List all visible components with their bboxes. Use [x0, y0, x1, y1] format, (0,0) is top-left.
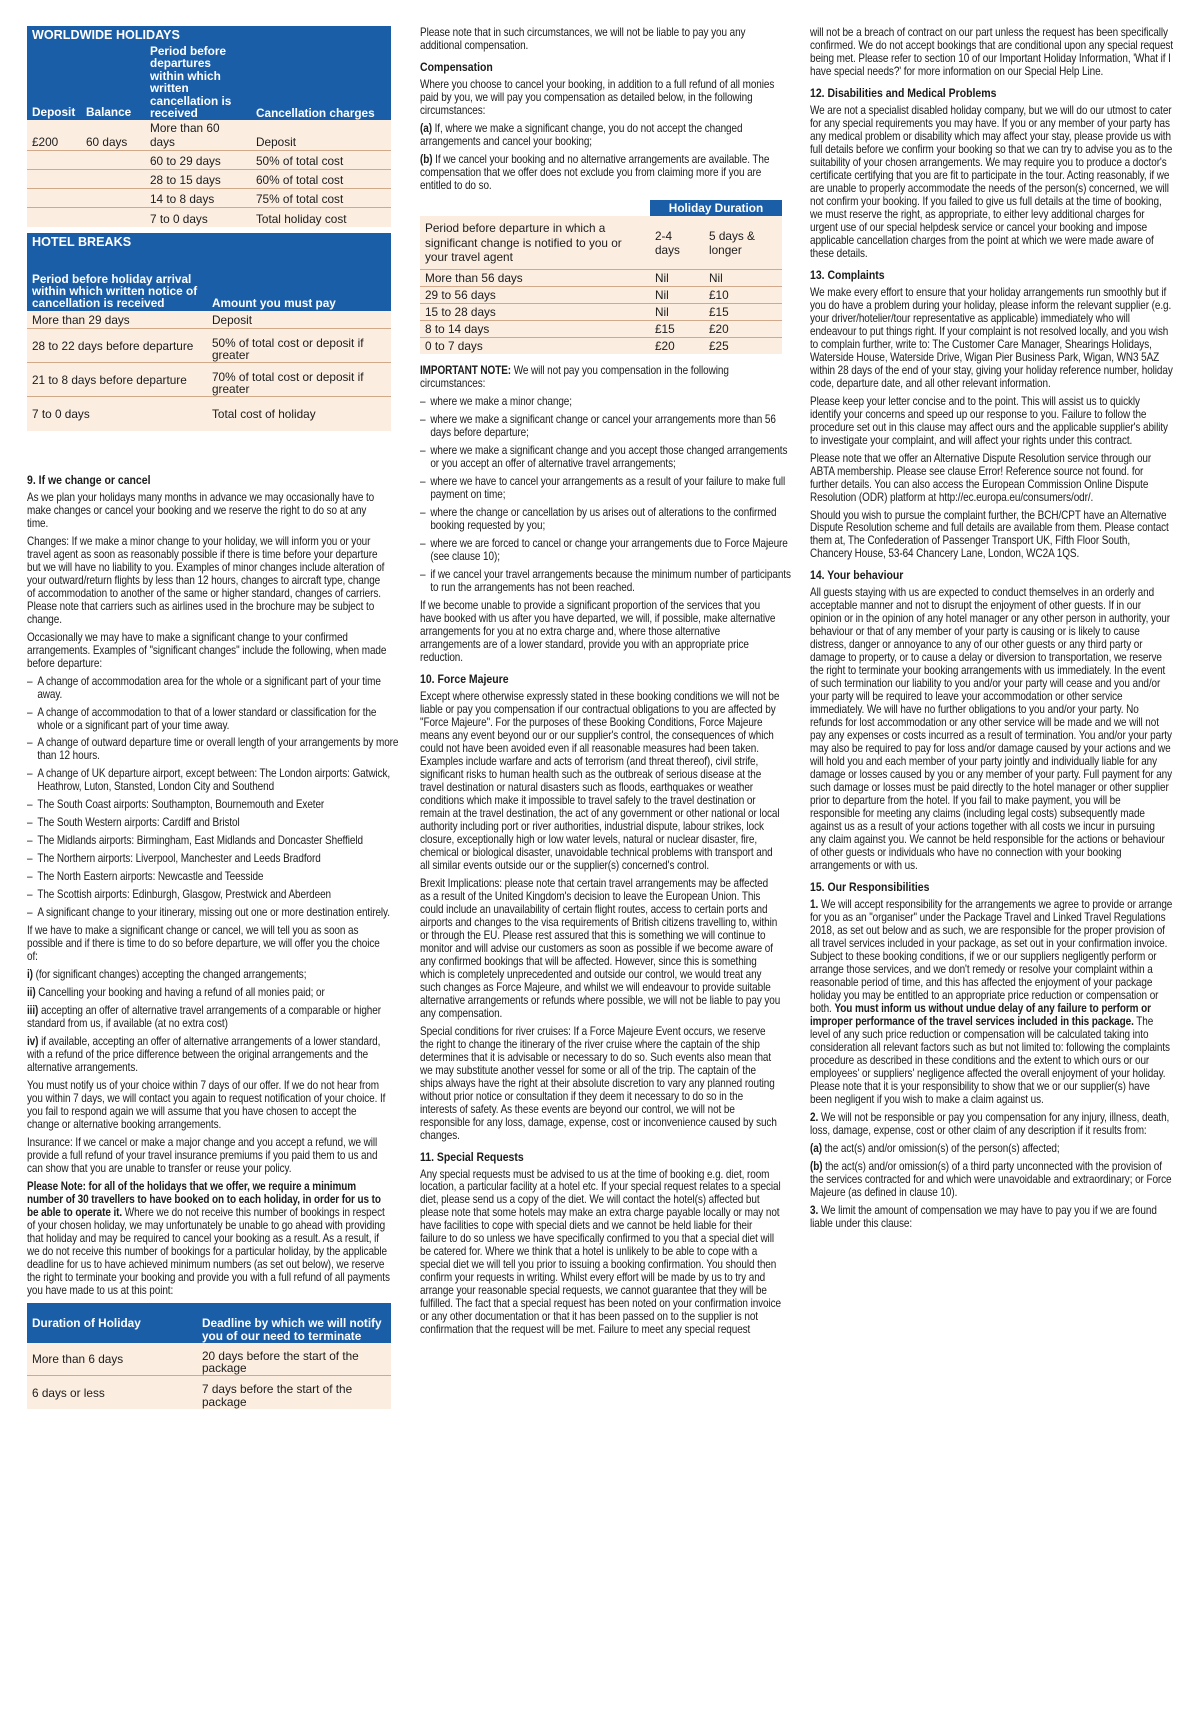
comp-cell: Nil — [704, 270, 782, 287]
choice-item: iv) if available, accepting an offer of alternative arrangements of a lower standard, with a refund of the price difference between the original arrangements and the alternative arrangements. — [27, 1035, 381, 1075]
paragraph: (b) If we cancel your booking and no alternative arrangements are available. The compensation that we offer does not exclude you from claiming more if you are entitled to do so. — [420, 152, 770, 192]
dash-item: – The South Coast airports: Southampton, Bournemouth and Exeter — [27, 798, 400, 811]
ww-header-period: Period before departures within which written cancellation is received — [150, 44, 232, 120]
dash-item: – where we make a minor change; — [420, 395, 791, 408]
paragraph: 1. We will accept responsibility for the arrangements we agree to provide or arrange for you as an "organiser" under the Package Travel and Linked Travel Regulations 2018, as set out below and as such, we are responsible for the proper provision of all travel services included in your package, as set out in your confirmation invoice. Subject to these booking conditions, if we or our suppliers negligently perform or arrange those services, and we don't remedy or resolve your complaint within a reasonable period of time, and this has affected the enjoyment of your package holiday you may be entitled to an appropriate price reduction or compensation or both. You must inform us without undue delay of any failure to perform or improper performance of the travel services included in this package. The level of any such price reduction or compensation will be calculated taking into consideration all relevant factors such as but not limited to: following the complaints procedure as described in these conditions and the extent to which ours or our employees' or suppliers' negligence affected the overall enjoyment of your holiday. Please note that it is your responsibility to show that we or our supplier(s) have been negligent if you wish to make a claim against us. — [810, 898, 1173, 1106]
duration-header: Duration of Holiday — [32, 1315, 141, 1330]
dash-item: – The Northern airports: Liverpool, Manchester and Leeds Bradford — [27, 852, 400, 865]
comp-cell: £10 — [704, 287, 782, 304]
ww-cell: 60 days — [81, 120, 145, 151]
ww-cell: Deposit — [251, 120, 391, 151]
choice-item: iii) accepting an offer of alternative travel arrangements of a comparable or higher standard from us, if available (at no extra cost) — [27, 1004, 381, 1031]
dash-item: – The South Western airports: Cardiff and Bristol — [27, 816, 400, 829]
paragraph: Should you wish to pursue the complaint further, the BCH/CPT have an Alternative Dispute Resolution scheme and full details are available from them. Please contact them at, The Confederation of Passenger Transport UK, Fifth Floor South, Chancery House, 53-64 Chancery Lane, London, WC2A 1QS. — [810, 508, 1169, 561]
deadline-header: Deadline by which we will notify you of our need to terminate — [202, 1316, 382, 1343]
duration-cell: 20 days before the start of the package — [197, 1343, 391, 1376]
ww-cell: More than 60 days — [145, 120, 251, 151]
paragraph: Changes: If we make a minor change to your holiday, we will inform you or your travel agent as soon as reasonably possible if there is time before your departure but we will have no liability to you. Examples of minor changes include alteration of your outward/return flights by less than 12 hours, changes to aircraft type, change of accommodation to another of the same or higher standard, changes of carriers. Please note that carriers such as airlines used in the brochure may be subject to change. — [27, 534, 385, 626]
compensation-table — [420, 200, 782, 355]
paragraph: (b) the act(s) and/or omission(s) of a third party unconnected with the provision of the services contracted for and which were unavoidable and extraordinary; or Force Majeure (as defined in clause 10). — [810, 1159, 1172, 1199]
comp-cell: £15 — [650, 321, 704, 338]
paragraph: Except where otherwise expressly stated in these booking conditions we will not be liable or pay you compensation if our contractual obligations to you are affected by "Force Majeure". For the purposes of these Booking Conditions, Force Majeure means any event beyond our or our supplier's control, the consequences of which could not have been avoided even if all reasonable measures had been taken. Examples include warfare and acts of terrorism (and threat thereof), civil strife, significant risks to human health such as the outbreak of serious disease at the travel destination or natural disasters such as floods, earthquakes or weather conditions which make it impossible to travel safely to the travel destination or remain at the travel destination, the act of any government or other national or local authority including port or river authorities, industrial dispute, labour strikes, lock closure, exceptionally high or low water levels, natural or nuclear disaster, fire, chemical or biological disaster, unavoidable technical problems with transport and all similar events outside our or the supplier(s) concerned's control. — [420, 690, 780, 872]
hotel-breaks-table — [27, 233, 391, 431]
ww-cell: 28 to 15 days — [145, 170, 251, 189]
ww-cell: 60 to 29 days — [145, 151, 251, 170]
section-10-heading: 10. Force Majeure — [420, 672, 509, 687]
ww-cell: 14 to 8 days — [145, 189, 251, 208]
comp-cell: Nil — [650, 270, 704, 287]
hotel-cell: 28 to 22 days before departure — [27, 329, 207, 363]
hotel-cell: More than 29 days — [27, 311, 207, 329]
comp-cell: 15 to 28 days — [420, 304, 650, 321]
comp-cell: £20 — [650, 338, 704, 355]
paragraph: IMPORTANT NOTE: We will not pay you compensation in the following circumstances: — [420, 364, 729, 391]
comp-cell: £15 — [704, 304, 782, 321]
paragraph: will not be a breach of contract on our part unless the request has been specifically confirmed. We do not accept bookings that are conditional upon any special request being met. Please refer to section 10 of our Important Holiday Information, 'What if I have special needs?' for more information on our Special Help Line. — [810, 26, 1174, 78]
dash-item: – where the change or cancellation by us arises out of alterations to the confirmed booking requested by you; — [420, 506, 791, 532]
section-13-heading: 13. Complaints — [810, 267, 885, 282]
column-right — [810, 26, 1174, 1235]
section-15-heading: 15. Our Responsibilities — [810, 880, 930, 895]
period-header: Period before departure in which a significant change is notified to you or your travel agent — [420, 216, 650, 270]
hotel-header-period: Period before holiday arrival within which written notice of cancellation is received — [32, 271, 198, 311]
worldwide-holidays-table — [27, 26, 391, 227]
paragraph: As we plan your holidays many months in advance we may occasionally have to make changes or cancel your booking and we reserve the right to do so at any time. — [27, 490, 375, 530]
choice-item: ii) Cancelling your booking and having a refund of all monies paid; or — [27, 986, 325, 1000]
dash-item: – where we make a significant change and you accept those changed arrangements or you accept an offer of alternative travel arrangements; — [420, 444, 791, 470]
paragraph: If we have to make a significant change or cancel, we will tell you as soon as possible and if there is time to do so before departure, we will offer you the choice of: — [27, 924, 380, 964]
duration-cell: More than 6 days — [27, 1343, 197, 1376]
hotel-title: HOTEL BREAKS — [27, 233, 391, 251]
dash-item: – if we cancel your travel arrangements because the minimum number of participants to run the arrangements has not been reached. — [420, 568, 791, 594]
dash-item: – A change of accommodation area for the whole or a significant part of your time away. — [27, 675, 400, 701]
comp-cell: More than 56 days — [420, 270, 650, 287]
ww-cell: £200 — [27, 120, 81, 151]
comp-cell: 0 to 7 days — [420, 338, 650, 355]
paragraph: (a) the act(s) and/or omission(s) of the person(s) affected; — [810, 1141, 1060, 1155]
ww-header-charges: Cancellation charges — [256, 105, 375, 120]
hotel-cell: 21 to 8 days before departure — [27, 363, 207, 397]
dash-item: – A change of outward departure time or overall length of your arrangements by more than 12 hours. — [27, 736, 400, 762]
paragraph: Please note that in such circumstances, we will not be liable to pay you any additional compensation. — [420, 26, 746, 52]
hotel-cell: 50% of total cost or deposit if greater — [207, 329, 391, 363]
comp-cell: £25 — [704, 338, 782, 355]
dash-item: – where we make a significant change or cancel your arrangements more than 56 days before departure; — [420, 413, 791, 439]
duration-table — [27, 1303, 391, 1409]
paragraph: Please note that we offer an Alternative Dispute Resolution service through our ABTA membership. Please see clause Error! Reference source not found. for further details. You can also access the European Commission Online Dispute Resolution (ODR) platform at http://ec.europa.eu/consumers/odr/. — [810, 451, 1152, 504]
comp-cell: £20 — [704, 321, 782, 338]
paragraph: Please Note: for all of the holidays that we offer, we require a minimum number of 30 travellers to have booked on to each holiday, in order for us to be able to operate it. Where we do not receive this number of bookings in respect of your chosen holiday, we may unfortunately be unable to go ahead with providing that holiday and may be required to cancel your booking as a result. As a result, if we do not receive this number of bookings for a particular holiday, by the applicable deadline for us to have achieved minimum numbers (as set out below), we reserve the right to terminate your booking and provide you with a full refund of all payments you have made to us at this point: — [27, 1180, 390, 1297]
paragraph: 2. We will not be responsible or pay you compensation for any injury, illness, death, loss, damage, expense, cost or other claim of any description if it results from: — [810, 1110, 1170, 1137]
ww-cell: Total holiday cost — [251, 208, 391, 227]
short-duration-header: 2-4 days — [650, 216, 704, 270]
duration-cell: 6 days or less — [27, 1376, 197, 1409]
column-middle — [420, 26, 791, 1341]
worldwide-title: WORLDWIDE HOLIDAYS — [27, 26, 391, 44]
dash-item: – The Scottish airports: Edinburgh, Glasgow, Prestwick and Aberdeen — [27, 888, 400, 901]
paragraph: You must notify us of your choice within 7 days of our offer. If we do not hear from you within 7 days, we will contact you again to request notification of your choice. If you fail to respond again we will assume that you have chosen to accept the change or alternative booking arrangements. — [27, 1079, 386, 1132]
ww-header-deposit: Deposit — [32, 105, 76, 120]
hotel-header-amount: Amount you must pay — [212, 295, 336, 310]
comp-cell: 8 to 14 days — [420, 321, 650, 338]
comp-cell: 29 to 56 days — [420, 287, 650, 304]
dash-item: – A change of UK departure airport, except between: The London airports: Gatwick, Heathrow, Luton, Stansted, London City and Southend — [27, 767, 400, 793]
paragraph: Insurance: If we cancel or make a major change and you accept a refund, we will provide a full refund of your travel insurance premiums if you paid them to us and can show that you are unable to transfer or reuse your policy. — [27, 1136, 378, 1176]
holiday-duration-header: Holiday Duration — [650, 200, 782, 216]
comp-cell: Nil — [650, 304, 704, 321]
dash-item: – A significant change to your itinerary, missing out one or more destination entirely. — [27, 906, 400, 919]
paragraph: Special conditions for river cruises: If a Force Majeure Event occurs, we reserve the right to change the itinerary of the river cruise where the captain of the ship determines that it is advisable or necessary to do so. Such events also mean that we may substitute another vessel for some or all of the trip. The captain of the ships always have the right at their absolute discretion to vary any planned routing without prior notice or consultation if they deem it necessary to do so in the interests of safety. As these events are beyond our control, we will not be responsible for any loss, damage, expense, cost or inconvenience caused by such changes. — [420, 1024, 777, 1142]
hotel-cell: Deposit — [207, 311, 391, 329]
paragraph: Any special requests must be advised to us at the time of booking e.g. diet, room location, a particular facility at a hotel etc. If your special request relates to a special diet, please send us a copy of the diet. We will contact the hotel(s) affected but please note that some hotels may make an extra charge payable locally or may not have facilities to cope with special diets and we cannot be held liable for their failure to do so unless we have specifically confirmed to you that a special diet will be catered for. Where we think that a hotel is unlikely to be able to cope with a special diet we will tell you prior to issuing a booking confirmation. You should then confirm your requests in writing. Whilst every effort will be made by us to try and arrange your reasonable special requests, we cannot guarantee that they will be fulfilled. The fact that a special request has been noted on your confirmation invoice or any other documentation or that it has been passed on to the supplier is not confirmation that the request will be met. Failure to meet any special request — [420, 1167, 782, 1337]
paragraph: Please keep your letter concise and to the point. This will assist us to quickly identify your concerns and speed up our response to you. Failure to follow the procedure set out in this clause may affect ours and the applicable supplier's ability to investigate your complaint, and will affect your rights under this contract. — [810, 394, 1168, 447]
section-11-heading: 11. Special Requests — [420, 1149, 524, 1164]
compensation-heading: Compensation — [420, 59, 493, 74]
section-9-heading: 9. If we change or cancel — [27, 472, 151, 487]
section-14-heading: 14. Your behaviour — [810, 568, 904, 583]
ww-header-balance: Balance — [86, 105, 132, 120]
long-duration-header: 5 days & longer — [704, 216, 782, 270]
ww-cell: 50% of total cost — [251, 151, 391, 170]
dash-item: – The Midlands airports: Birmingham, East Midlands and Doncaster Sheffield — [27, 834, 400, 847]
choice-item: i) (for significant changes) accepting the changed arrangements; — [27, 968, 307, 982]
section-12-heading: 12. Disabilities and Medical Problems — [810, 85, 997, 100]
paragraph: 3. We limit the amount of compensation we may have to pay you if we are found liable under this clause: — [810, 1203, 1157, 1230]
dash-item: – A change of accommodation to that of a lower standard or classification for the whole or a significant part of your time away. — [27, 706, 400, 732]
duration-cell: 7 days before the start of the package — [197, 1376, 391, 1409]
ww-cell: 75% of total cost — [251, 189, 391, 208]
paragraph: All guests staying with us are expected to conduct themselves in an orderly and acceptable manner and not to disrupt the enjoyment of other guests. If in our opinion or in the opinion of any hotel manager or any other person in authority, your behaviour or that of any member of your party is causing or is likely to cause distress, danger or annoyance to any of our other guests or any third party or damage to property, or to cause a delay or diversion to transportation, we reserve the right to terminate your booking arrangements with us immediately. In the event of such termination our liability to you and/or your party will cease and you and/or your party will be required to leave your accommodation or other service immediately. We will have no further obligations to you and/or your party. No refunds for lost accommodation or any other service will be made and we will not pay any expenses or costs incurred as a result of termination. You and/or your party may also be required to pay for loss and/or damage caused by your actions and we will hold you and each member of your party jointly and individually liable for any damage or losses caused by you or any member of your party. Full payment for any such damage or losses must be paid directly to the hotel manager or other supplier prior to departure from the hotel. If you fail to make payment, you will be responsible for meeting any claims (including legal costs) subsequently made against us as a result of your actions together with all costs we incur in pursuing any claim against you. We cannot be held responsible for the actions or behaviour of other guests or individuals who have no connection with your booking arrangements or with us. — [810, 586, 1173, 873]
ww-cell: 60% of total cost — [251, 170, 391, 189]
dash-item: – where we have to cancel your arrangements as a result of your failure to make full payment on time; — [420, 475, 791, 501]
dash-item: – The North Eastern airports: Newcastle and Teesside — [27, 870, 400, 883]
hotel-cell: 7 to 0 days — [27, 397, 207, 431]
paragraph: Where you choose to cancel your booking, in addition to a full refund of all monies paid by you, we will pay you compensation as detailed below, in the following circumstances: — [420, 77, 775, 117]
hotel-cell: Total cost of holiday — [207, 397, 391, 431]
paragraph: We are not a specialist disabled holiday company, but we will do our utmost to cater for any special requirements you may have. If you or any member of your party has any medical problem or disability which may affect your stay, please provide us with full details before we confirm your booking so that we can try to advise you as to the suitability of your chosen arrangements. We may require you to produce a doctor's certificate certifying that you are fit to participate in the tour. Acting reasonably, if we are unable to properly accommodate the needs of the person(s) concerned, we will not confirm your booking. If you failed to give us full details at the time of booking, we must reserve the right, as appropriate, to either levy additional charges for urgent use of our special helpdesk service or cancel your booking and impose applicable cancellation charges from the point at which we were made aware of these details. — [810, 103, 1173, 260]
column-left — [27, 26, 399, 1409]
ww-cell: 7 to 0 days — [145, 208, 251, 227]
paragraph: We make every effort to ensure that your holiday arrangements run smoothly but if you do have a problem during your holiday, please inform the relevant supplier (e.g. your driver/hotelier/tour representative as applicable) immediately who will endeavour to put things right. If your complaint is not resolved locally, and you wish to complain further, write to: The Customer Care Manager, Shearings Holidays, Waterside House, Waterside Drive, Wigan Pier Business Park, Wigan, WN3 5AZ within 28 days of the end of your stay, giving your holiday reference number, holiday code, departure date, and all other relevant information. — [810, 285, 1173, 390]
paragraph: Occasionally we may have to make a significant change to your confirmed arrangements. Examples of "significant changes" include the following, when made before departure: — [27, 630, 387, 670]
paragraph: If we become unable to provide a significant proportion of the services that you have booked with us after you have departed, we will, if possible, make alternative arrangements for you at no extra charge and, where those alternative arrangements are of a lower standard, provide you with an appropriate price reduction. — [420, 599, 776, 665]
dash-item: – where we are forced to cancel or change your arrangements due to Force Majeure (see clause 10); — [420, 537, 791, 563]
hotel-cell: 70% of total cost or deposit if greater — [207, 363, 391, 397]
comp-cell: Nil — [650, 287, 704, 304]
paragraph: (a) If, where we make a significant change, you do not accept the changed arrangements and cancel your booking; — [420, 121, 743, 148]
paragraph: Brexit Implications: please note that certain travel arrangements may be affected as a result of the United Kingdom's decision to leave the European Union. This could include an unavailability of certain flight routes, access to certain ports and airports and changes to the visa requirements of British citizens travelling to, within or through the EU. Please rest assured that this is something we will continue to monitor and will advise our customers as soon as possible if we become aware of any confirmed bookings that will be affected. However, since this is something which is completely unprecedented and outside our control, we would treat any such changes as Force Majeure, and whilst we will endeavour to provide suitable alternative arrangements or refunds where possible, we will not be liable to pay you any compensation. — [420, 876, 781, 1020]
